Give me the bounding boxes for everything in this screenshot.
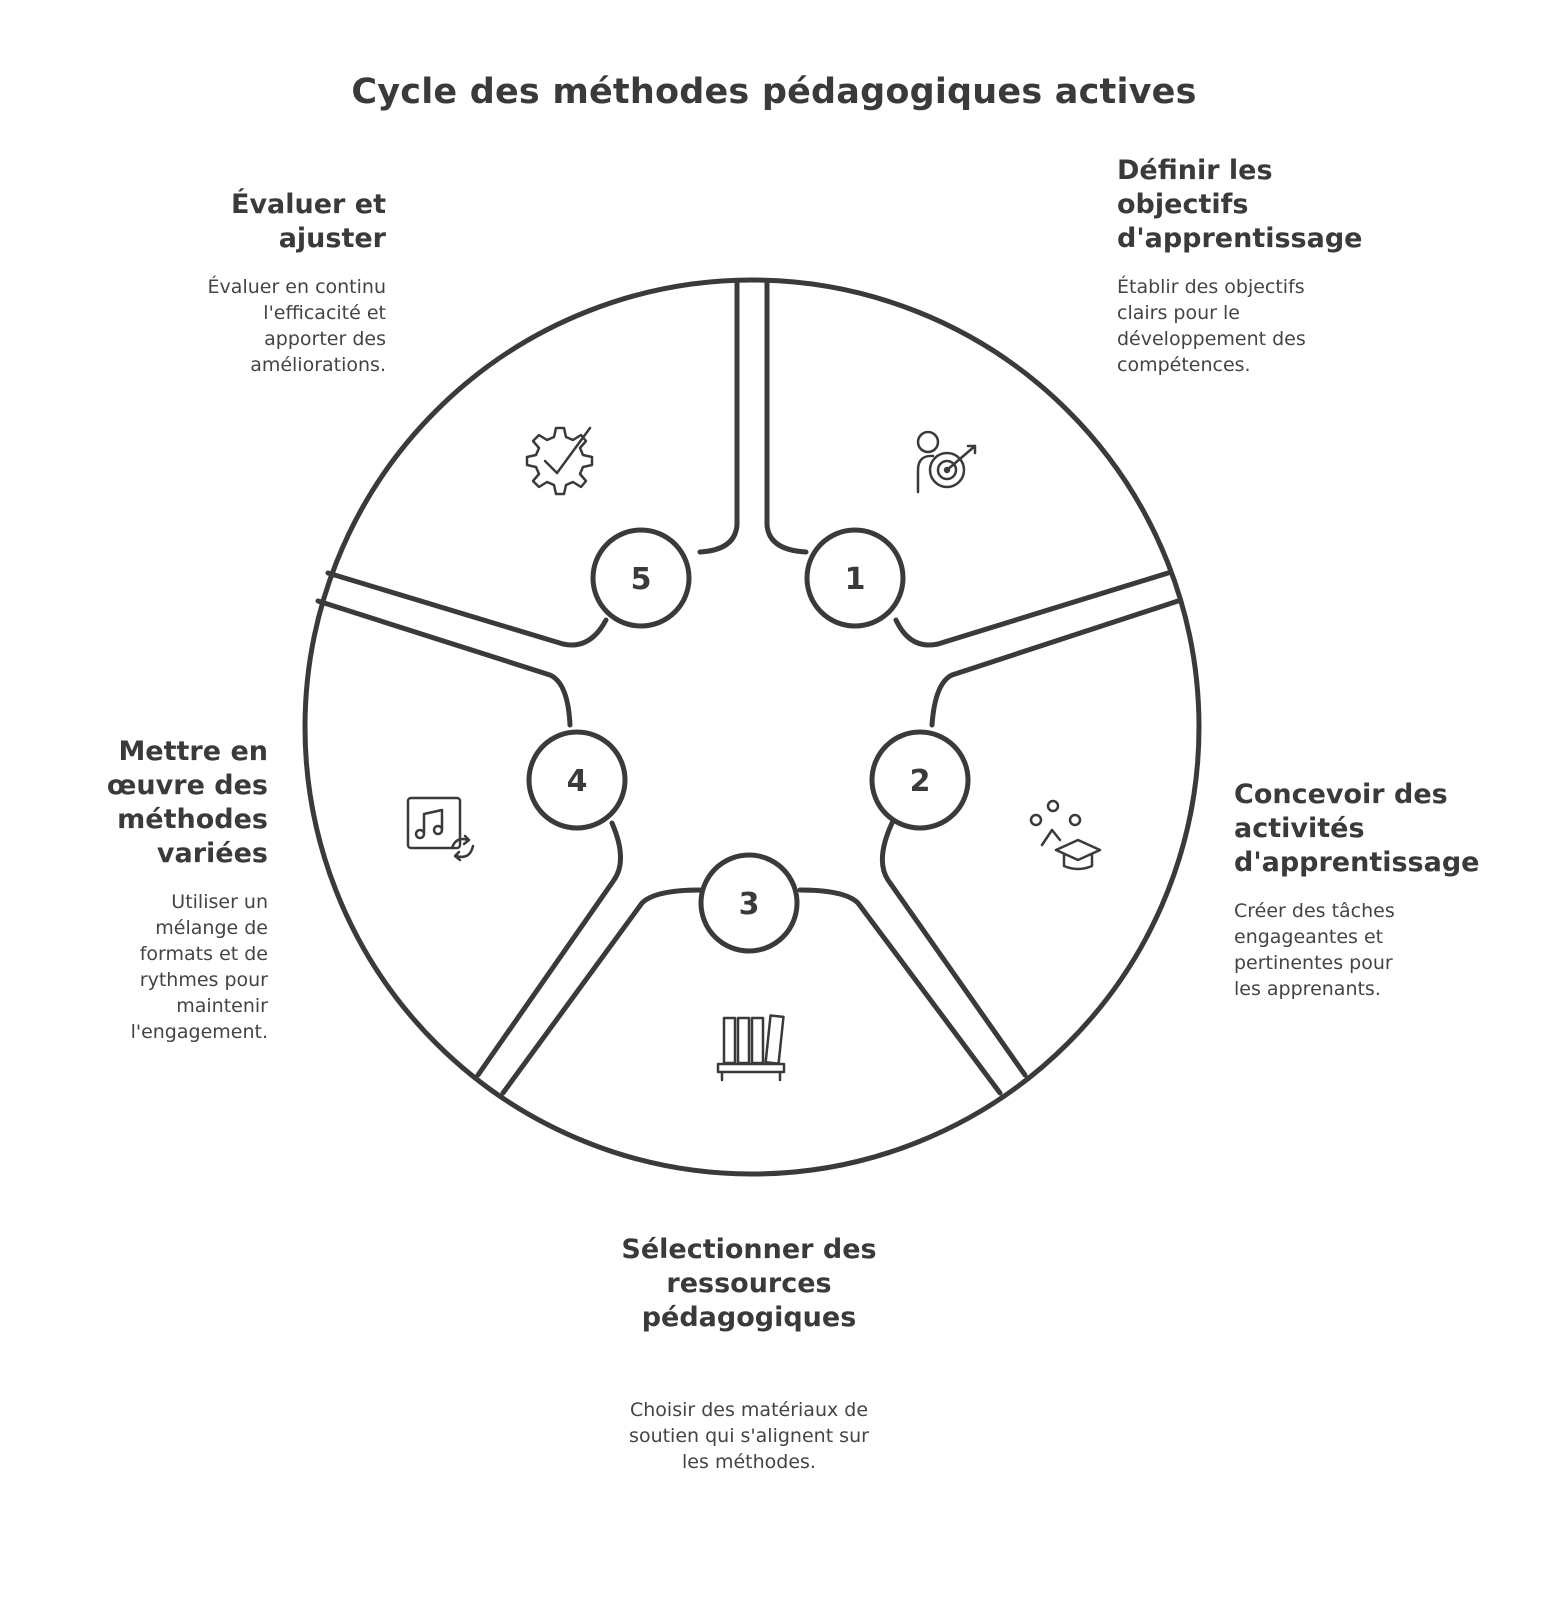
step-4-heading: Mettre en œuvre des méthodes variées xyxy=(106,736,268,869)
step-5-text xyxy=(140,188,386,378)
person-target-icon xyxy=(918,432,975,492)
diagram-title: Cycle des méthodes pédagogiques actives xyxy=(351,72,1197,112)
wheel-spokes xyxy=(318,282,1178,1093)
step-2-heading: Concevoir des activités d'apprentissage xyxy=(1234,779,1480,878)
step-1-description: Établir des objectifs clairs pour le développement des compétences. xyxy=(1117,276,1306,376)
learners-graduation-cap-icon xyxy=(1031,801,1100,869)
step-1-number: 1 xyxy=(844,562,866,597)
music-refresh-icon xyxy=(408,798,473,860)
step-5-heading: Évaluer et ajuster xyxy=(231,189,386,254)
step-2-description: Créer des tâches engageantes et pertinentes pour les apprenants. xyxy=(1234,900,1395,1000)
step-3-heading: Sélectionner des ressources pédagogiques xyxy=(621,1234,877,1333)
step-5-description: Évaluer en continu l'efficacité et apporter des améliorations. xyxy=(207,276,386,376)
bookshelf-icon xyxy=(718,1016,784,1080)
step-3-number: 3 xyxy=(738,887,760,922)
step-4-description: Utiliser un mélange de formats et de rythmes pour maintenir l'engagement. xyxy=(130,891,268,1043)
step-2-number: 2 xyxy=(909,764,931,799)
step-3-description: Choisir des matériaux de soutien qui s'alignent sur les méthodes. xyxy=(629,1399,869,1473)
step-3-text xyxy=(594,1233,904,1475)
step-2-text xyxy=(1234,778,1534,1002)
step-1-heading: Définir les objectifs d'apprentissage xyxy=(1117,155,1363,254)
step-4-number: 4 xyxy=(566,764,588,799)
step-1-text xyxy=(1117,154,1417,378)
step-4-text xyxy=(40,735,268,1045)
step-5-number: 5 xyxy=(630,562,652,597)
gear-check-icon xyxy=(527,428,592,494)
